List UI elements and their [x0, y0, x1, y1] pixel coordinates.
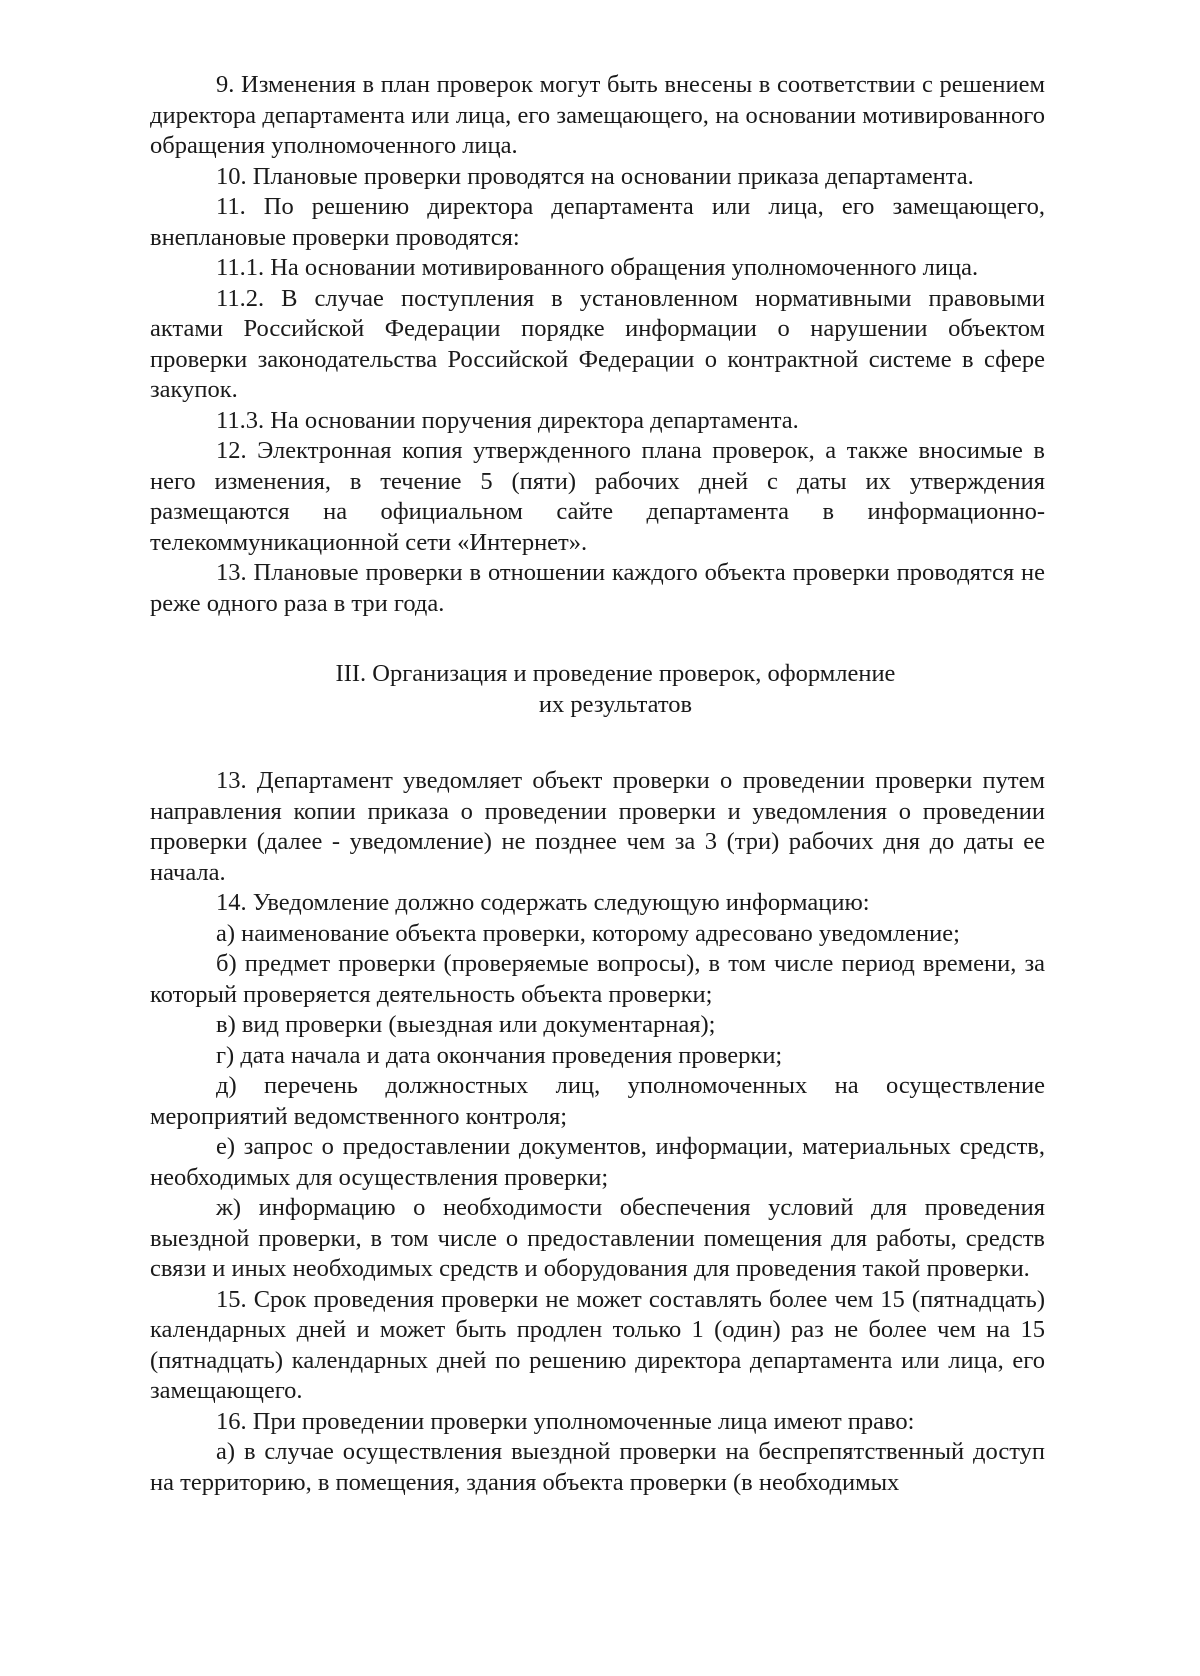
section-heading	[150, 659, 1045, 720]
paragraph-14-e: е) запрос о предоставлении документов, информации, материальных средств, необходимых для осуществления проверки;	[150, 1133, 1045, 1191]
paragraph-13-planned: 13. Плановые проверки в отношении каждого объекта проверки проводятся не реже одного раза в три года.	[150, 559, 1045, 617]
paragraph-10: 10. Плановые проверки проводятся на основании приказа департамента.	[216, 162, 974, 190]
paragraph-14-g: г) дата начала и дата окончания проведения проверки;	[216, 1041, 783, 1069]
section-heading-line-2: их результатов	[538, 690, 693, 718]
paragraph-11-2: 11.2. В случае поступления в установленном нормативными правовыми актами Российской Федерации порядке информации о нарушении объектом проверки законодательства Российской Федерации о контрактной системе в сфере закупок.	[150, 284, 1045, 403]
paragraph-14-a: а) наименование объекта проверки, которому адресовано уведомление;	[216, 919, 960, 947]
paragraph-14: 14. Уведомление должно содержать следующую информацию:	[216, 889, 870, 916]
paragraph-11-1: 11.1. На основании мотивированного обращения уполномоченного лица.	[216, 254, 979, 281]
section-heading-line-1: III. Организация и проведение проверок, оформление	[335, 660, 896, 687]
paragraph-14-d: д) перечень должностных лиц, уполномоченных на осуществление мероприятий ведомственного контроля;	[150, 1072, 1045, 1130]
paragraph-11: 11. По решению директора департамента или лица, его замещающего, внеплановые проверки проводятся:	[150, 193, 1045, 251]
document-page	[150, 70, 1045, 1498]
paragraph-16-a: а) в случае осуществления выездной проверки на беспрепятственный доступ на территорию, в помещения, здания объекта проверки (в необходимых	[150, 1438, 1045, 1496]
paragraph-16: 16. При проведении проверки уполномоченные лица имеют право:	[216, 1407, 915, 1435]
paragraph-12: 12. Электронная копия утвержденного плана проверок, а также вносимые в него изменения, в течение 5 (пяти) рабочих дней с даты их утверждения размещаются на официальном сайте департамента в информационно-телекоммуникационной сети «Интернет».	[150, 437, 1045, 556]
paragraph-11-3: 11.3. На основании поручения директора департамента.	[216, 406, 799, 434]
paragraph-15: 15. Срок проведения проверки не может составлять более чем 15 (пятнадцать) календарных дней и может быть продлен только 1 (один) раз не более чем на 15 (пятнадцать) календарных дней по решению директора департамента или лица, его замещающего.	[150, 1285, 1045, 1404]
paragraph-13-notification: 13. Департамент уведомляет объект проверки о проведении проверки путем направления копии приказа о проведении проверки и уведомления о проведении проверки (далее - уведомление) не позднее чем за 3 (три) рабочих дня до даты ее начала.	[150, 767, 1045, 886]
paragraph-9: 9. Изменения в план проверок могут быть внесены в соответствии с решением директора департамента или лица, его замещающего, на основании мотивированного обращения уполномоченного лица.	[150, 71, 1045, 159]
paragraph-14-b: б) предмет проверки (проверяемые вопросы), в том числе период времени, за который проверяется деятельность объекта проверки;	[150, 950, 1045, 1008]
paragraph-14-v: в) вид проверки (выездная или документарная);	[216, 1011, 716, 1038]
paragraph-14-zh: ж) информацию о необходимости обеспечения условий для проведения выездной проверки, в том числе о предоставлении помещения для работы, средств связи и иных необходимых средств и оборудования для проведения такой проверки.	[150, 1194, 1045, 1282]
